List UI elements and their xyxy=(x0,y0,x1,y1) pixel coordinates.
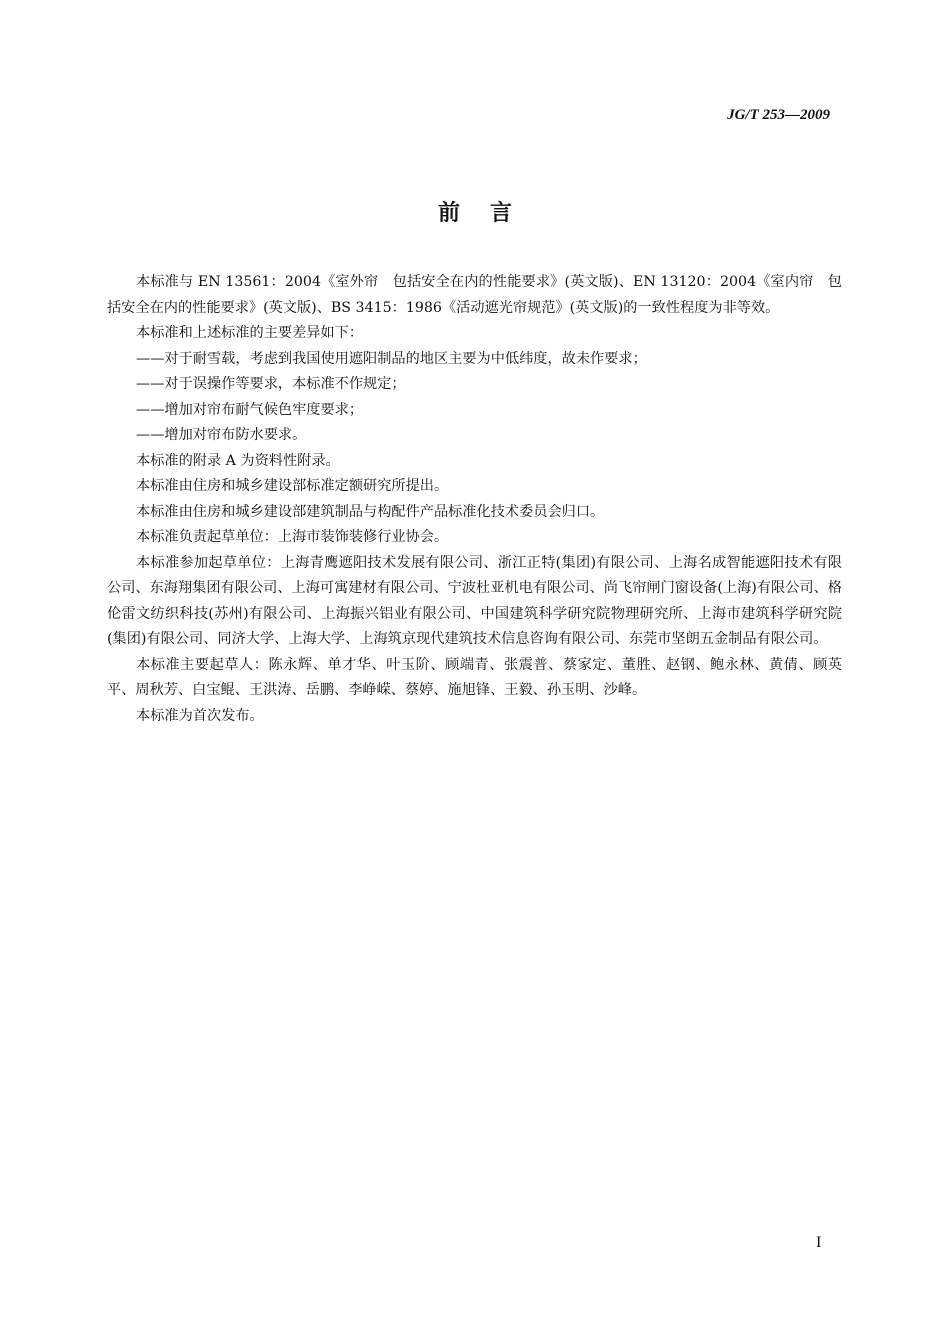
paragraph-appendix: 本标准的附录 A 为资料性附录。 xyxy=(136,452,340,469)
paragraph-lead-drafter: 本标准负责起草单位：上海市装饰装修行业协会。 xyxy=(136,529,449,545)
difference-item-misoperation: ——对于误操作等要求，本标准不作规定； xyxy=(136,376,406,392)
page-title xyxy=(0,196,950,227)
standard-code: JG/T 253—2009 xyxy=(727,107,830,123)
paragraph-differences-intro: 本标准和上述标准的主要差异如下： xyxy=(136,325,364,341)
difference-item-snow-load: ——对于耐雪载，考虑到我国使用遮阳制品的地区主要为中低纬度，故未作要求； xyxy=(136,350,647,367)
paragraph-equivalence: 本标准与 EN 13561：2004《室外帘 包括安全在内的性能要求》(英文版)、EN 13120：2004《室内帘 包括安全在内的性能要求》(英文版)、BS 3415：1986《活动遮光帘规范》(英文版)的一致性程度为非等效。 xyxy=(107,274,842,316)
difference-item-colorfastness: ——增加对帘布耐气候色牢度要求； xyxy=(136,401,364,418)
paragraph-participating-drafters: 本标准参加起草单位：上海青鹰遮阳技术发展有限公司、浙江正特(集团)有限公司、上海名成智能遮阳技术有限公司、东海翔集团有限公司、上海可寓建材有限公司、宁波杜亚机电有限公司、尚飞帘闸门窗设备(上海)有限公司、格伦雷文纺织科技(苏州)有限公司、上海振兴铝业有限公司、中国建筑科学研究院物理研究所、上海市建筑科学研究院(集团)有限公司、同济大学、上海大学、上海筑京现代建筑技术信息咨询有限公司、东莞市坚朗五金制品有限公司。 xyxy=(107,554,842,647)
title-char-1: 前 xyxy=(437,201,460,226)
paragraph-main-drafters: 本标准主要起草人：陈永辉、单才华、叶玉阶、顾端青、张震普、蔡家定、董胜、赵钢、鲍永林、黄倩、顾英平、周秋芳、白宝鲲、王洪涛、岳鹏、李峥嵘、蔡婷、施旭锋、王毅、孙玉明、沙峰。 xyxy=(107,656,842,698)
paragraph-proposed-by: 本标准由住房和城乡建设部标准定额研究所提出。 xyxy=(136,478,449,494)
preface-body xyxy=(107,270,842,729)
difference-item-waterproof: ——增加对帘布防水要求。 xyxy=(136,427,307,443)
page-number: I xyxy=(816,1234,822,1251)
paragraph-centralized-by: 本标准由住房和城乡建设部建筑制品与构配件产品标准化技术委员会归口。 xyxy=(136,503,605,520)
title-char-2: 言 xyxy=(490,201,513,226)
paragraph-first-release: 本标准为首次发布。 xyxy=(136,707,264,724)
